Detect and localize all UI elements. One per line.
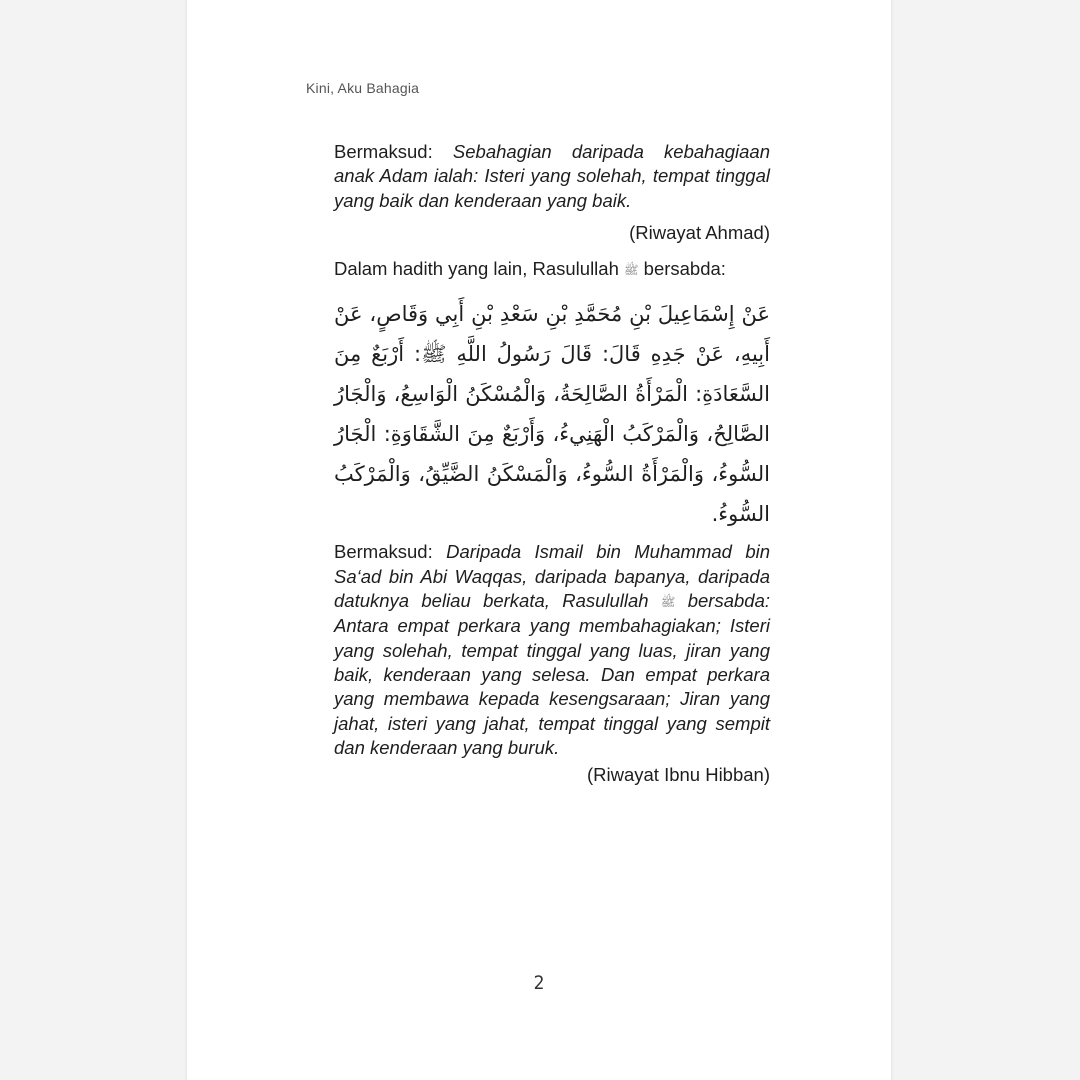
translation-lead: Bermaksud: xyxy=(334,141,433,162)
salawat-symbol-icon: ﷺ xyxy=(624,263,639,278)
hadith-source-2: (Riwayat Ibnu Hibban) xyxy=(586,764,770,786)
intro-text: Dalam hadith yang lain, Rasulullah xyxy=(334,258,619,280)
hadith-intro xyxy=(334,257,770,282)
translation-paragraph-2 xyxy=(334,540,770,760)
hadith-source-1: (Riwayat Ahmad) xyxy=(629,221,770,243)
translation-text-2a: Daripada Ismail bin Muhammad bin Sa‘ad bin Abi Waqqas, daripada bapanya, daripada datuknya beliau berkata, Rasulullah xyxy=(334,541,771,612)
book-page xyxy=(187,0,891,1080)
running-header: Kini, Aku Bahagia xyxy=(306,80,420,96)
translation-text-2b: bersabda: Antara empat perkara yang membahagiakan; Isteri yang solehah, tempat tinggal yang luas, jiran yang baik, kenderaan yang selesa. Dan empat perkara yang membawa kepada kesengsaraan; Jiran yang jahat, isteri yang jahat, tempat tinggal yang sempit dan kenderaan yang buruk. xyxy=(334,590,771,758)
page-body xyxy=(334,140,770,787)
translation-text: Sebahagian daripada kebahagiaan anak Adam ialah: Isteri yang solehah, tempat tinggal yang baik dan kenderaan yang baik. xyxy=(334,141,770,211)
translation-lead-2: Bermaksud: xyxy=(334,541,433,563)
salawat-symbol-icon-2: ﷺ xyxy=(660,595,676,610)
intro-text-end: bersabda: xyxy=(643,258,726,280)
page-number: 2 xyxy=(533,972,545,994)
arabic-hadith-text: عَنْ إِسْمَاعِيلَ بْنِ مُحَمَّدِ بْنِ سَعْدِ بْنِ أَبِي وَقَاصٍ، عَنْ أَبِيهِ، عَنْ جَدِهِ قَالَ: قَالَ رَسُولُ اللَّهِ ﷺ: أَرْبَعٌ مِنَ السَّعَادَةِ: الْمَرْأَةُ الصَّالِحَةُ، وَالْمُسْكَنُ الْوَاسِعُ، وَالْجَارُ الصَّالِحُ، وَالْمَرْكَبُ الْهَنِيءُ، وَأَرْبَعٌ مِنَ الشَّقَاوَةِ: الْجَارُ السُّوءُ، وَالْمَرْأَةُ السُّوءُ، وَالْمَسْكَنُ الضَّيِّقُ، وَالْمَرْكَبُ السُّوءُ. xyxy=(334,302,770,527)
translation-paragraph-1 xyxy=(334,140,770,213)
